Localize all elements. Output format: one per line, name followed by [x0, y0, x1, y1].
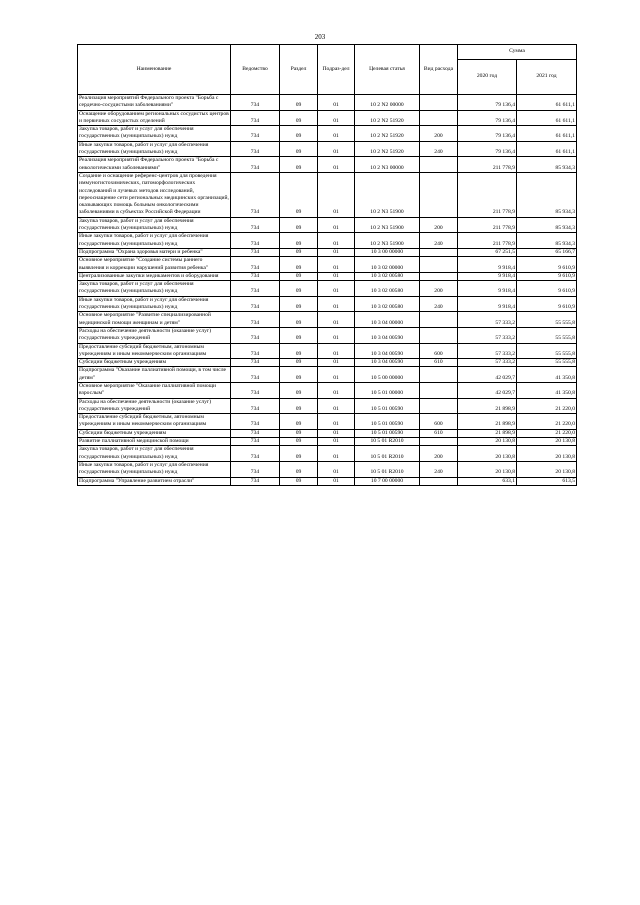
row-department: 734 [231, 438, 280, 446]
table-row [78, 296, 577, 312]
row-expense-type [420, 477, 458, 485]
row-expense-type: 240 [420, 233, 458, 249]
row-target: 10 5 01 00000 [355, 382, 420, 398]
row-sum-2020: 211 778,9 [458, 233, 517, 249]
row-name: Закупка товаров, работ и услуг для обеспечения государственных (муниципальных) нужд [78, 446, 231, 462]
row-sum-2020: 9 918,4 [458, 281, 517, 297]
row-subsection: 01 [318, 126, 355, 142]
row-sum-2021: 85 934,3 [517, 217, 577, 233]
row-name: Развитие паллиативной медицинской помощи [78, 438, 231, 446]
table-row [78, 398, 577, 414]
table-row [78, 272, 577, 280]
row-subsection: 01 [318, 367, 355, 383]
row-section: 09 [280, 414, 318, 430]
row-department: 734 [231, 233, 280, 249]
table-row [78, 95, 577, 111]
page-number: 203 [314, 33, 326, 41]
row-expense-type: 200 [420, 126, 458, 142]
row-sum-2021: 85 934,3 [517, 157, 577, 173]
row-target: 10 2 N3 00000 [355, 157, 420, 173]
row-sum-2020: 21 898,9 [458, 414, 517, 430]
row-name: Расходы на обеспечение деятельности (оказание услуг) государственных учреждений [78, 327, 231, 343]
row-target: 10 3 02 00580 [355, 281, 420, 297]
row-subsection: 01 [318, 272, 355, 280]
row-section: 09 [280, 217, 318, 233]
row-name: Предоставление субсидий бюджетным, автономным учреждениям и иным некоммерческим организациям [78, 343, 231, 359]
row-subsection: 01 [318, 172, 355, 217]
table-row [78, 327, 577, 343]
row-sum-2020: 21 898,9 [458, 429, 517, 437]
row-sum-2021: 55 555,8 [517, 327, 577, 343]
row-name: Расходы на обеспечение деятельности (оказание услуг) государственных учреждений [78, 398, 231, 414]
row-sum-2021: 85 934,3 [517, 233, 577, 249]
row-target: 10 5 01 R2010 [355, 446, 420, 462]
row-expense-type: 200 [420, 446, 458, 462]
row-name: Предоставление субсидий бюджетным, автономным учреждениям и иным некоммерческим организациям [78, 414, 231, 430]
header-department: Ведомство [231, 45, 280, 95]
table-row [78, 126, 577, 142]
table-row [78, 367, 577, 383]
row-target: 10 5 01 00590 [355, 429, 420, 437]
table-row [78, 172, 577, 217]
row-subsection: 01 [318, 343, 355, 359]
row-name: Иные закупки товаров, работ и услуг для обеспечения государственных (муниципальных) нужд [78, 233, 231, 249]
row-section: 09 [280, 272, 318, 280]
row-sum-2021: 20 130,8 [517, 461, 577, 477]
table-row [78, 477, 577, 485]
row-subsection: 01 [318, 157, 355, 173]
row-sum-2021: 9 610,9 [517, 272, 577, 280]
row-expense-type [420, 438, 458, 446]
row-sum-2021: 20 130,8 [517, 438, 577, 446]
row-target: 10 5 01 R2010 [355, 461, 420, 477]
row-subsection: 01 [318, 359, 355, 367]
row-department: 734 [231, 477, 280, 485]
table-row [78, 257, 577, 273]
row-name: Иные закупки товаров, работ и услуг для обеспечения государственных (муниципальных) нужд [78, 296, 231, 312]
row-subsection: 01 [318, 327, 355, 343]
row-sum-2021: 61 611,1 [517, 110, 577, 126]
row-expense-type: 610 [420, 429, 458, 437]
row-target: 10 3 00 00000 [355, 248, 420, 256]
row-sum-2021: 20 130,8 [517, 446, 577, 462]
row-sum-2021: 55 555,8 [517, 343, 577, 359]
row-section: 09 [280, 248, 318, 256]
row-target: 10 3 04 00000 [355, 312, 420, 328]
row-department: 734 [231, 126, 280, 142]
row-subsection: 01 [318, 398, 355, 414]
row-sum-2020: 67 251,5 [458, 248, 517, 256]
row-department: 734 [231, 414, 280, 430]
row-sum-2020: 57 333,2 [458, 327, 517, 343]
row-expense-type [420, 248, 458, 256]
row-target: 10 2 N2 51920 [355, 110, 420, 126]
row-sum-2020: 57 333,2 [458, 312, 517, 328]
row-target: 10 5 01 R2010 [355, 438, 420, 446]
row-sum-2020: 9 918,4 [458, 272, 517, 280]
row-subsection: 01 [318, 141, 355, 157]
row-name: Централизованные закупки медикаментов и оборудования [78, 272, 231, 280]
row-sum-2021: 9 610,9 [517, 257, 577, 273]
row-subsection: 01 [318, 248, 355, 256]
table-row [78, 382, 577, 398]
row-name: Субсидии бюджетным учреждениям [78, 429, 231, 437]
table-row [78, 248, 577, 256]
row-target: 10 2 N2 51920 [355, 141, 420, 157]
row-department: 734 [231, 110, 280, 126]
row-department: 734 [231, 172, 280, 217]
row-department: 734 [231, 272, 280, 280]
header-target: Целевая статья [355, 45, 420, 95]
row-section: 09 [280, 233, 318, 249]
row-name: Подпрограмма "Оказание паллиативной помощи, в том числе детям" [78, 367, 231, 383]
row-subsection: 01 [318, 446, 355, 462]
row-expense-type [420, 398, 458, 414]
row-target: 10 3 02 00000 [355, 257, 420, 273]
row-section: 09 [280, 446, 318, 462]
row-sum-2020: 42 029,7 [458, 382, 517, 398]
row-sum-2021: 41 350,8 [517, 382, 577, 398]
row-expense-type: 200 [420, 281, 458, 297]
row-subsection: 01 [318, 95, 355, 111]
row-name: Закупка товаров, работ и услуг для обеспечения государственных (муниципальных) нужд [78, 126, 231, 142]
row-expense-type [420, 172, 458, 217]
row-target: 10 7 00 00000 [355, 477, 420, 485]
row-section: 09 [280, 126, 318, 142]
row-subsection: 01 [318, 233, 355, 249]
row-section: 09 [280, 257, 318, 273]
row-expense-type: 610 [420, 359, 458, 367]
header-year-2021: 2021 год [517, 60, 577, 95]
row-name: Основное мероприятие "Создание системы раннего выявления и коррекции нарушений развития ребенка" [78, 257, 231, 273]
row-sum-2020: 57 333,2 [458, 343, 517, 359]
row-sum-2020: 79 136,4 [458, 126, 517, 142]
row-department: 734 [231, 343, 280, 359]
row-subsection: 01 [318, 477, 355, 485]
row-section: 09 [280, 367, 318, 383]
row-target: 10 5 01 00590 [355, 398, 420, 414]
row-expense-type: 600 [420, 414, 458, 430]
row-name: Основное мероприятие "Развитие специализированной медицинской помощи женщинам и детям" [78, 312, 231, 328]
row-sum-2020: 79 136,4 [458, 110, 517, 126]
row-section: 09 [280, 327, 318, 343]
row-department: 734 [231, 398, 280, 414]
row-sum-2020: 633,1 [458, 477, 517, 485]
row-section: 09 [280, 382, 318, 398]
row-name: Подпрограмма "Управление развитием отрасли" [78, 477, 231, 485]
row-sum-2021: 21 220,0 [517, 414, 577, 430]
row-sum-2020: 42 029,7 [458, 367, 517, 383]
row-department: 734 [231, 248, 280, 256]
table-row [78, 461, 577, 477]
row-sum-2021: 613,5 [517, 477, 577, 485]
row-name: Оснащение оборудованием региональных сосудистых центров и первичных сосудистых отделений [79, 110, 229, 124]
row-expense-type [420, 382, 458, 398]
row-department: 734 [231, 95, 280, 111]
header-expense-type: Вид расхода [420, 45, 458, 95]
row-target: 10 5 00 00000 [355, 367, 420, 383]
row-expense-type: 200 [420, 217, 458, 233]
table-row [78, 312, 577, 328]
row-section: 09 [280, 398, 318, 414]
table-row [78, 438, 577, 446]
row-expense-type [420, 312, 458, 328]
table-body [78, 95, 577, 486]
row-name: Реализация мероприятий Федерального проекта "Борьба с онкологическими заболеваниями" [78, 157, 231, 173]
row-sum-2021: 9 610,9 [517, 281, 577, 297]
row-section: 09 [280, 429, 318, 437]
row-section: 09 [280, 359, 318, 367]
row-sum-2020: 9 918,4 [458, 296, 517, 312]
row-sum-2020: 211 778,9 [458, 217, 517, 233]
row-sum-2021: 9 610,9 [517, 296, 577, 312]
row-expense-type [420, 95, 458, 111]
row-sum-2021: 41 350,8 [517, 367, 577, 383]
row-sum-2021: 65 166,7 [517, 248, 577, 256]
row-sum-2020: 20 130,8 [458, 461, 517, 477]
table-row [78, 281, 577, 297]
budget-table [77, 44, 577, 486]
row-section: 09 [280, 438, 318, 446]
row-expense-type [420, 110, 458, 126]
row-target: 10 3 02 00580 [355, 296, 420, 312]
row-subsection: 01 [318, 461, 355, 477]
row-sum-2021: 55 555,8 [517, 312, 577, 328]
row-subsection: 01 [318, 312, 355, 328]
row-section: 09 [280, 296, 318, 312]
row-expense-type [420, 257, 458, 273]
row-section: 09 [280, 343, 318, 359]
header-subsection: Подраз-дел [318, 45, 355, 95]
row-sum-2021: 61 611,1 [517, 95, 577, 111]
row-name: Подпрограмма "Охрана здоровья матери и ребенка" [78, 248, 231, 256]
row-name: Закупка товаров, работ и услуг для обеспечения государственных (муниципальных) нужд [78, 217, 231, 233]
row-section: 09 [280, 172, 318, 217]
row-subsection: 01 [318, 438, 355, 446]
row-sum-2020: 20 130,8 [458, 438, 517, 446]
row-name: Иные закупки товаров, работ и услуг для обеспечения государственных (муниципальных) нужд [78, 141, 231, 157]
row-target: 10 2 N2 00000 [355, 95, 420, 111]
row-expense-type [420, 367, 458, 383]
row-name: Субсидии бюджетным учреждениям [78, 359, 231, 367]
row-expense-type: 240 [420, 461, 458, 477]
row-department: 734 [231, 327, 280, 343]
table-row [78, 233, 577, 249]
row-name: Реализация мероприятий Федерального проекта "Борьба с сердечно-сосудистыми заболеваниями" [78, 95, 231, 111]
row-section: 09 [280, 461, 318, 477]
row-sum-2021: 21 220,0 [517, 398, 577, 414]
row-department: 734 [231, 141, 280, 157]
row-sum-2021: 55 555,8 [517, 359, 577, 367]
row-department: 734 [231, 217, 280, 233]
table-row [78, 359, 577, 367]
row-expense-type [420, 272, 458, 280]
row-sum-2020: 57 333,2 [458, 359, 517, 367]
row-target: 10 3 04 00590 [355, 359, 420, 367]
row-sum-2020: 21 898,9 [458, 398, 517, 414]
row-target: 10 2 N2 51920 [355, 126, 420, 142]
row-sum-2020: 211 778,9 [458, 157, 517, 173]
row-section: 09 [280, 141, 318, 157]
row-department: 734 [231, 157, 280, 173]
header-year-2020: 2020 год [458, 60, 517, 95]
row-expense-type [420, 157, 458, 173]
table-row [78, 414, 577, 430]
table-row [78, 217, 577, 233]
row-section: 09 [280, 95, 318, 111]
header-sums: Сумма [458, 45, 577, 60]
row-department: 734 [231, 281, 280, 297]
table-row [78, 343, 577, 359]
row-subsection: 01 [318, 429, 355, 437]
row-sum-2020: 20 130,8 [458, 446, 517, 462]
row-sum-2020: 211 778,9 [458, 172, 517, 217]
table-row [78, 429, 577, 437]
row-name: Иные закупки товаров, работ и услуг для обеспечения государственных (муниципальных) нужд [78, 461, 231, 477]
row-subsection: 01 [318, 281, 355, 297]
row-name: Создание и оснащение референс-центров для проведения иммуногистохимических, патоморфологических исследований и лучевых методов исследований, переоснащение сети региональных медицинских организаций, оказывающих помощь больным онкологическими заболеваниями в субъектах Российской Федерации [79, 172, 229, 216]
row-sum-2021: 85 934,3 [517, 172, 577, 217]
row-expense-type: 240 [420, 141, 458, 157]
header-name: Наименование [78, 45, 231, 95]
row-sum-2020: 79 136,4 [458, 141, 517, 157]
row-department: 734 [231, 296, 280, 312]
row-target: 10 2 N3 51900 [355, 217, 420, 233]
row-subsection: 01 [318, 257, 355, 273]
row-target: 10 3 04 00590 [355, 327, 420, 343]
table-row [78, 141, 577, 157]
row-subsection: 01 [318, 414, 355, 430]
row-subsection: 01 [318, 296, 355, 312]
row-subsection: 01 [318, 110, 355, 126]
row-section: 09 [280, 312, 318, 328]
row-department: 734 [231, 461, 280, 477]
row-subsection: 01 [318, 382, 355, 398]
row-department: 734 [231, 312, 280, 328]
row-sum-2021: 61 611,1 [517, 141, 577, 157]
row-expense-type: 240 [420, 296, 458, 312]
row-target: 10 3 02 00580 [355, 272, 420, 280]
header-section: Раздел [280, 45, 318, 95]
row-sum-2021: 21 220,0 [517, 429, 577, 437]
row-department: 734 [231, 382, 280, 398]
table-row [78, 157, 577, 173]
table-row [78, 110, 577, 126]
table-row [78, 446, 577, 462]
row-sum-2020: 9 918,4 [458, 257, 517, 273]
row-target: 10 2 N3 51900 [355, 172, 420, 217]
row-department: 734 [231, 359, 280, 367]
row-section: 09 [280, 157, 318, 173]
row-sum-2020: 79 136,4 [458, 95, 517, 111]
row-expense-type [420, 327, 458, 343]
row-department: 734 [231, 446, 280, 462]
row-target: 10 5 01 00590 [355, 414, 420, 430]
row-department: 734 [231, 257, 280, 273]
row-section: 09 [280, 281, 318, 297]
row-name: Закупка товаров, работ и услуг для обеспечения государственных (муниципальных) нужд [78, 281, 231, 297]
row-target: 10 2 N3 51900 [355, 233, 420, 249]
row-expense-type: 600 [420, 343, 458, 359]
row-target: 10 3 04 00590 [355, 343, 420, 359]
row-sum-2021: 61 611,1 [517, 126, 577, 142]
row-department: 734 [231, 429, 280, 437]
row-section: 09 [280, 110, 318, 126]
row-department: 734 [231, 367, 280, 383]
row-subsection: 01 [318, 217, 355, 233]
row-section: 09 [280, 477, 318, 485]
row-name: Основное мероприятие "Оказание паллиативной помощи взрослым" [78, 382, 231, 398]
